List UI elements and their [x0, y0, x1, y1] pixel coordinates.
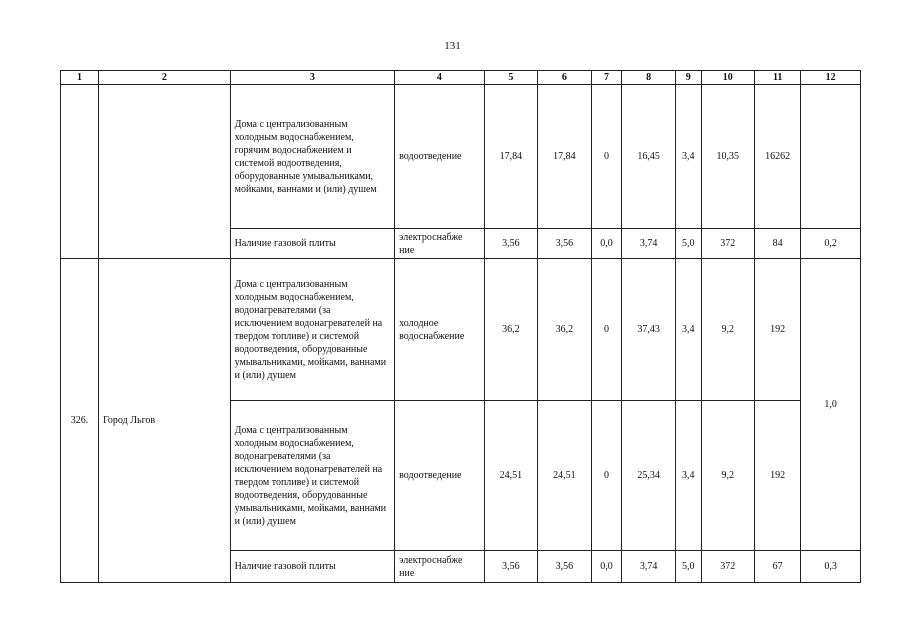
column-header: 9: [675, 71, 701, 85]
housing-description: Дома с централизованным холодным водоснабжением, водонагревателями (за исключением водонагревателей на твердом топливе) и системой водоотведения, оборудованные умывальниками, мойками, ваннами и (или) душем: [230, 259, 395, 401]
column-header: 12: [801, 71, 861, 85]
value-col12-merged: 1,0: [801, 259, 861, 551]
utility-type: электроснабже ние: [395, 551, 484, 583]
value-col11: 192: [755, 259, 801, 401]
value-col8: 3,74: [622, 551, 675, 583]
column-header: 11: [755, 71, 801, 85]
utility-type: электроснабже ние: [395, 229, 484, 259]
value-col9: 5,0: [675, 229, 701, 259]
value-col6: 24,51: [538, 401, 591, 551]
column-header: 5: [484, 71, 537, 85]
table-row: [61, 85, 861, 229]
housing-description: Дома с централизованным холодным водоснабжением, водонагревателями (за исключением водонагревателей на твердом топливе) и системой водоотведения, оборудованные умывальниками, мойками, ваннами и (или) душем: [230, 401, 395, 551]
value-col9: 5,0: [675, 551, 701, 583]
utility-type: водоотведение: [395, 85, 484, 229]
housing-description: Наличие газовой плиты: [230, 551, 395, 583]
value-col12: 0,2: [801, 229, 861, 259]
table-row: [61, 259, 861, 401]
page-number: 131: [444, 40, 461, 52]
value-col8: 16,45: [622, 85, 675, 229]
value-col10: 9,2: [701, 259, 754, 401]
value-col6: 3,56: [538, 551, 591, 583]
value-col11: 192: [755, 401, 801, 551]
value-col10: 9,2: [701, 401, 754, 551]
value-col7: 0,0: [591, 229, 622, 259]
value-col5: 36,2: [484, 259, 537, 401]
row-number-cell: [61, 85, 99, 259]
value-col7: 0,0: [591, 551, 622, 583]
value-col5: 24,51: [484, 401, 537, 551]
row-number: 326.: [61, 259, 99, 583]
settlement-name: Город Льгов: [99, 259, 231, 583]
value-col11: 84: [755, 229, 801, 259]
value-col5: 17,84: [484, 85, 537, 229]
value-col9: 3,4: [675, 259, 701, 401]
value-col12: 0,3: [801, 551, 861, 583]
settlement-cell: [99, 85, 231, 259]
value-col6: 36,2: [538, 259, 591, 401]
housing-description: Дома с централизованным холодным водоснабжением, горячим водоснабжением и системой водоотведения, оборудованные умывальниками, мойками, ваннами и (или) душем: [230, 85, 395, 229]
value-col11: 16262: [755, 85, 801, 229]
value-col5: 3,56: [484, 229, 537, 259]
value-col9: 3,4: [675, 85, 701, 229]
column-header: 6: [538, 71, 591, 85]
column-header: 4: [395, 71, 484, 85]
column-header: 1: [61, 71, 99, 85]
utility-type: водоотведение: [395, 401, 484, 551]
value-col8: 3,74: [622, 229, 675, 259]
column-number-row: [61, 71, 861, 85]
value-col8: 25,34: [622, 401, 675, 551]
value-col6: 3,56: [538, 229, 591, 259]
value-col10: 372: [701, 229, 754, 259]
value-col9: 3,4: [675, 401, 701, 551]
column-header: 7: [591, 71, 622, 85]
column-header: 10: [701, 71, 754, 85]
tariff-table: [60, 70, 861, 583]
value-col6: 17,84: [538, 85, 591, 229]
value-col10: 372: [701, 551, 754, 583]
value-col12: [801, 85, 861, 229]
housing-description: Наличие газовой плиты: [230, 229, 395, 259]
value-col7: 0: [591, 259, 622, 401]
column-header: 8: [622, 71, 675, 85]
column-header: 3: [230, 71, 395, 85]
value-col5: 3,56: [484, 551, 537, 583]
utility-type: холодное водоснабжение: [395, 259, 484, 401]
value-col7: 0: [591, 401, 622, 551]
value-col8: 37,43: [622, 259, 675, 401]
column-header: 2: [99, 71, 231, 85]
value-col11: 67: [755, 551, 801, 583]
value-col10: 10,35: [701, 85, 754, 229]
value-col7: 0: [591, 85, 622, 229]
